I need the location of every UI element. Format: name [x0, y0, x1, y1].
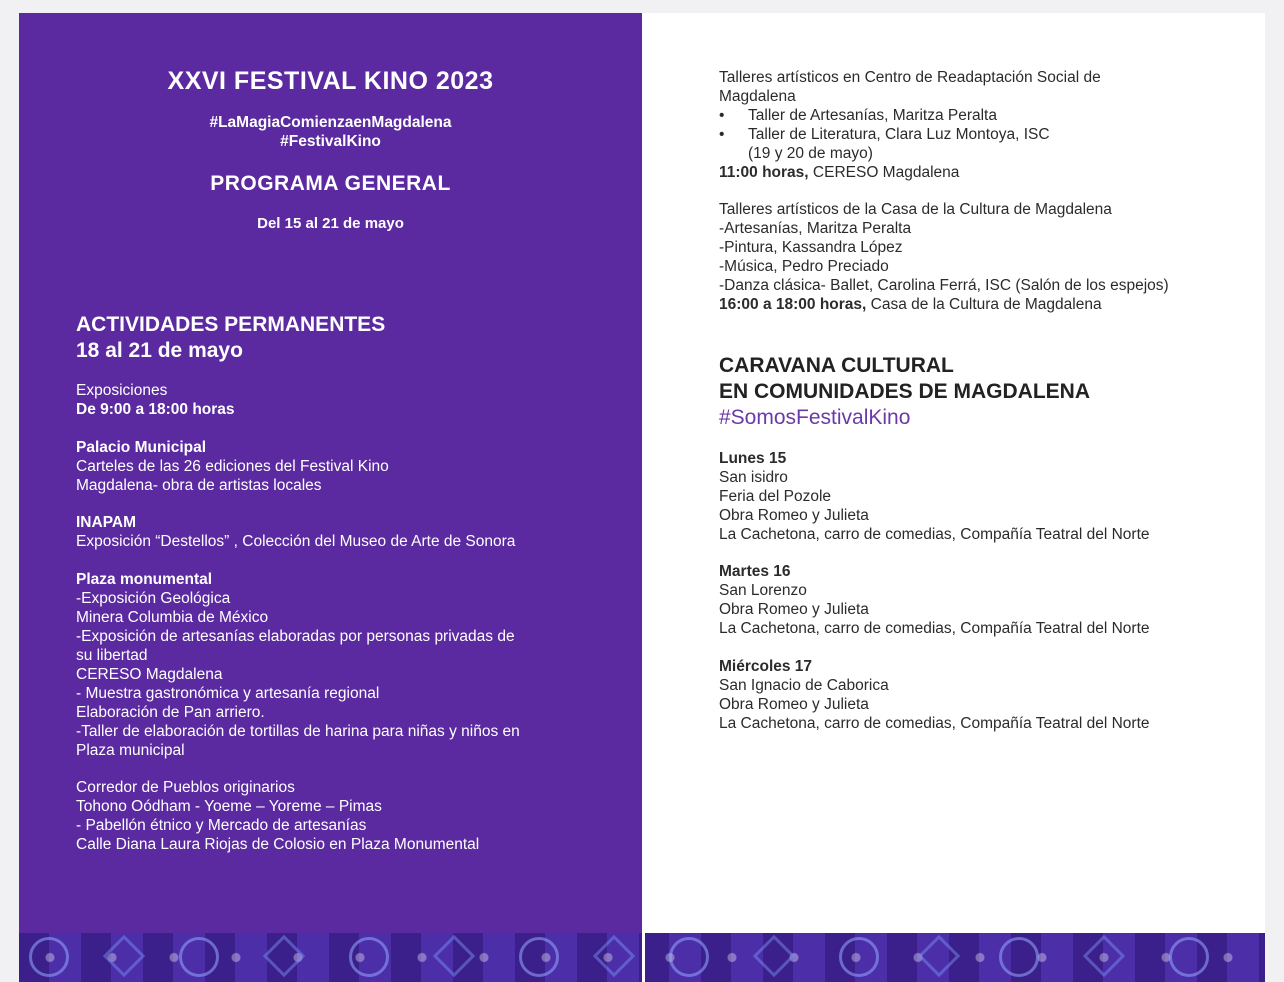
permanent-activities-dates: 18 al 21 de mayo: [76, 339, 243, 362]
bullet-icon: •: [719, 107, 725, 124]
day-line: La Cachetona, carro de comedias, Compañía Teatral del Norte: [719, 620, 1150, 637]
plaza-block: [76, 570, 616, 760]
day-title: Lunes 15: [719, 450, 787, 467]
day-line: San isidro: [719, 469, 788, 486]
caravana-title-2: EN COMUNIDADES DE MAGDALENA: [719, 380, 1091, 403]
inapam-line-1: Exposición “Destellos” , Colección del Museo de Arte de Sonora: [76, 533, 516, 550]
caravana-title-1: CARAVANA CULTURAL: [719, 354, 954, 377]
caravana-hashtag: #SomosFestivalKino: [719, 406, 911, 429]
pattern-ornament-icon: [593, 935, 635, 977]
hashtags: [19, 113, 642, 151]
palacio-heading: Palacio Municipal: [76, 439, 207, 456]
pattern-ornament-icon: [263, 935, 305, 977]
casa-time-hours: 16:00 a 18:00 horas,: [719, 296, 867, 313]
plaza-line: Elaboración de Pan arriero.: [76, 704, 265, 721]
day-block-miercoles: [719, 657, 1249, 733]
caravana-heading: [719, 353, 1249, 431]
corredor-block: [76, 778, 616, 854]
bullet-dates: (19 y 20 de mayo): [748, 145, 873, 162]
day-line: La Cachetona, carro de comedias, Compañía Teatral del Norte: [719, 526, 1150, 543]
cereso-time: [719, 163, 1249, 182]
exhibitions-block: [76, 381, 616, 419]
pattern-ornament-icon: [1169, 937, 1209, 977]
pattern-ornament-icon: [433, 935, 475, 977]
day-block-lunes: [719, 449, 1249, 544]
casa-line: -Pintura, Kassandra López: [719, 239, 903, 256]
day-line: San Ignacio de Caborica: [719, 677, 889, 694]
cereso-time-hours: 11:00 horas,: [719, 164, 809, 181]
casa-line: -Artesanías, Maritza Peralta: [719, 220, 912, 237]
day-line: La Cachetona, carro de comedias, Compañía Teatral del Norte: [719, 715, 1150, 732]
pattern-ornament-icon: [839, 937, 879, 977]
corredor-line: Tohono Oódham - Yoeme – Yoreme – Pimas: [76, 798, 382, 815]
day-line: Obra Romeo y Julieta: [719, 696, 869, 713]
pattern-ornament-icon: [179, 937, 219, 977]
plaza-line: - Muestra gastronómica y artesanía regional: [76, 685, 380, 702]
hashtag-festivalkino: #FestivalKino: [280, 133, 381, 150]
bullet-text: Taller de Artesanías, Maritza Peralta: [748, 107, 997, 124]
plaza-line: -Exposición de artesanías elaboradas por personas privadas de: [76, 628, 515, 645]
day-line: Obra Romeo y Julieta: [719, 601, 869, 618]
pattern-ornament-icon: [753, 935, 795, 977]
festival-title: XXVI FESTIVAL KINO 2023: [167, 67, 494, 95]
cereso-workshops-block: [719, 68, 1249, 182]
cereso-title-line-2: Magdalena: [719, 88, 796, 105]
palacio-block: [76, 438, 616, 495]
plaza-line: -Taller de elaboración de tortillas de harina para niñas y niños en: [76, 723, 520, 740]
day-line: Obra Romeo y Julieta: [719, 507, 869, 524]
program-dates: Del 15 al 21 de mayo: [257, 215, 404, 232]
pattern-ornament-icon: [519, 937, 559, 977]
cereso-title-line-1: Talleres artísticos en Centro de Readaptación Social de: [719, 69, 1101, 86]
pattern-ornament-icon: [999, 937, 1039, 977]
casa-workshops-block: [719, 200, 1249, 314]
program-heading: PROGRAMA GENERAL: [210, 172, 451, 195]
program-brochure: [19, 13, 1265, 982]
pattern-ornament-icon: [103, 935, 145, 977]
casa-line: -Música, Pedro Preciado: [719, 258, 889, 275]
corredor-line: - Pabellón étnico y Mercado de artesanías: [76, 817, 367, 834]
plaza-heading: Plaza monumental: [76, 571, 213, 588]
permanent-activities-heading: [76, 312, 616, 364]
pattern-ornament-icon: [669, 937, 709, 977]
plaza-line: su libertad: [76, 647, 148, 664]
palacio-line-2: Magdalena- obra de artistas locales: [76, 477, 322, 494]
day-title: Miércoles 17: [719, 658, 813, 675]
day-title: Martes 16: [719, 563, 791, 580]
pattern-ornament-icon: [1083, 935, 1125, 977]
cereso-time-place: CERESO Magdalena: [808, 164, 960, 181]
pattern-ornament-icon: [349, 937, 389, 977]
plaza-line: Plaza municipal: [76, 742, 185, 759]
exhibitions-hours: De 9:00 a 18:00 horas: [76, 401, 235, 418]
day-line: Feria del Pozole: [719, 488, 832, 505]
plaza-line: Minera Columbia de México: [76, 609, 269, 626]
plaza-line: -Exposición Geológica: [76, 590, 231, 607]
bullet-item: [719, 125, 1249, 144]
bullet-text: Taller de Literatura, Clara Luz Montoya, ISC: [748, 126, 1050, 143]
day-line: San Lorenzo: [719, 582, 807, 599]
inapam-heading: INAPAM: [76, 514, 136, 531]
plaza-line: CERESO Magdalena: [76, 666, 223, 683]
corredor-line: Calle Diana Laura Riojas de Colosio en Plaza Monumental: [76, 836, 480, 853]
exhibitions-label: Exposiciones: [76, 382, 168, 399]
left-page: [19, 13, 642, 933]
corredor-line: Corredor de Pueblos originarios: [76, 779, 295, 796]
bullet-item: [719, 106, 1249, 125]
bullet-icon: •: [719, 126, 725, 143]
right-page: [642, 13, 1265, 933]
casa-line: Talleres artísticos de la Casa de la Cultura de Magdalena: [719, 201, 1112, 218]
casa-time-place: Casa de la Cultura de Magdalena: [866, 296, 1102, 313]
casa-line: -Danza clásica- Ballet, Carolina Ferrá, ISC (Salón de los espejos): [719, 277, 1169, 294]
pattern-ornament-icon: [918, 935, 960, 977]
casa-time: [719, 295, 1249, 314]
day-block-martes: [719, 562, 1249, 638]
pattern-ornament-icon: [29, 937, 69, 977]
page-fold: [642, 933, 645, 982]
palacio-line-1: Carteles de las 26 ediciones del Festival Kino: [76, 458, 389, 475]
permanent-activities-title: ACTIVIDADES PERMANENTES: [76, 313, 386, 336]
hashtag-magia: #LaMagiaComienzaenMagdalena: [209, 114, 452, 131]
inapam-block: [76, 513, 616, 551]
